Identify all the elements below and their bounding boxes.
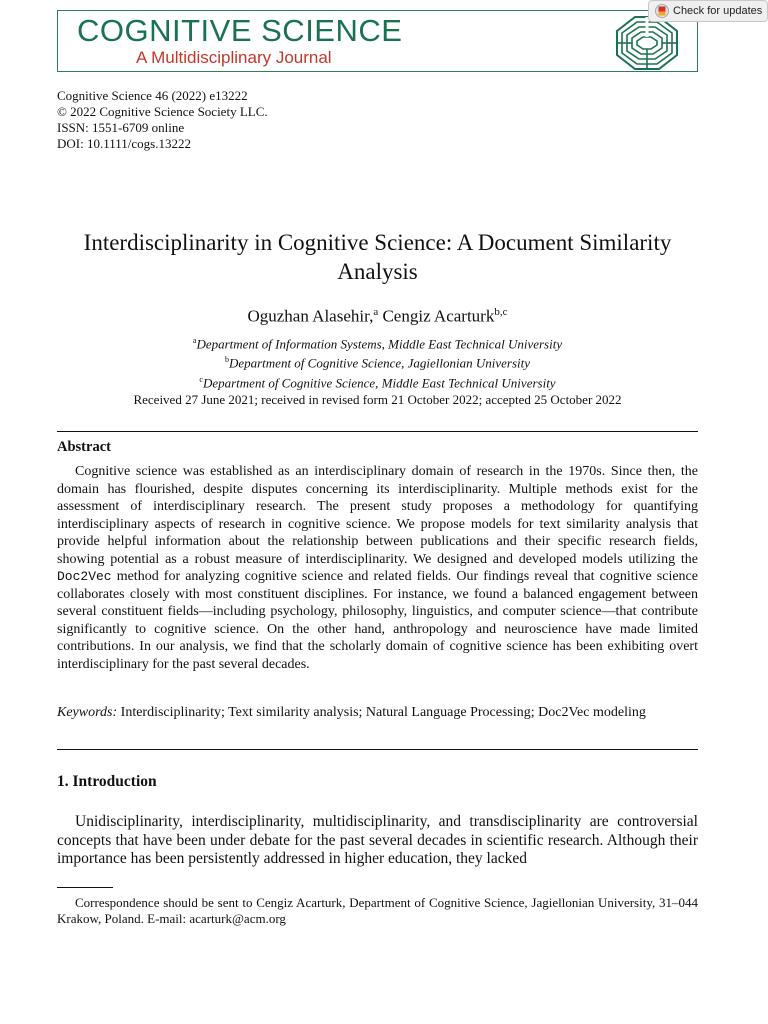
section-body-text: Unidisciplinarity, interdisciplinarity, multidisciplinarity, and transdisciplinarity are controversial concepts that have been under debate for the past several decades in scientific research. Although their importance has been persistently addressed in higher education, they lacked <box>57 813 698 867</box>
abstract-top-rule <box>57 431 698 432</box>
crossmark-icon <box>655 4 669 18</box>
affiliation-marker: c <box>199 374 203 384</box>
journal-banner <box>57 10 698 72</box>
maze-logo-icon <box>615 15 679 71</box>
affiliation <box>57 372 698 391</box>
copyright-line: © 2022 Cognitive Science Society LLC. <box>57 104 268 119</box>
affiliation-marker: a <box>192 336 197 345</box>
paper-title: Interdisciplinarity in Cognitive Science: A Document Similarity Analysis <box>83 230 672 284</box>
issn-line: ISSN: 1551-6709 online <box>57 120 185 135</box>
keywords <box>57 704 698 722</box>
check-for-updates-label: Check for updates <box>673 5 763 17</box>
affiliation-text: Department of Information Systems, Middle East Technical University <box>196 336 563 352</box>
author-name: Cengiz Acarturk <box>382 306 495 326</box>
footnote-rule <box>57 887 113 888</box>
journal-subtitle: A Multidisciplinary Journal <box>136 48 332 67</box>
affiliation-text: Department of Cognitive Science, Middle East Technical University <box>202 374 556 390</box>
author-affiliation-marker: b,c <box>494 306 508 318</box>
section-heading: 1. Introduction <box>57 773 157 790</box>
affiliation-list <box>57 333 698 391</box>
affiliation-text: Department of Cognitive Science, Jagiellonian University <box>228 355 531 371</box>
affiliation-marker: b <box>224 355 229 365</box>
abstract-code-term: Doc2Vec <box>57 569 112 584</box>
keywords-label: Keywords: <box>57 705 118 720</box>
abstract-bottom-rule <box>57 749 698 750</box>
abstract-text <box>57 463 698 673</box>
journal-name: COGNITIVE SCIENCE <box>77 13 403 48</box>
abstract-text-part: method for analyzing cognitive science and related fields. Our findings reveal that cognitive science collaborates closely with most constituent disciplines. For instance, we found a balanced engagement between several constituent fields—including psychology, philosophy, linguistics, and computer science—that contribute significantly to cognitive science. On the other hand, anthropology and neuroscience have made limited contributions. In our analysis, we find that the scholarly domain of cognitive science has been exhibiting overt interdisciplinary for the past several decades. <box>57 569 698 672</box>
affiliation <box>57 333 698 352</box>
received-dates: Received 27 June 2021; received in revised form 21 October 2022; accepted 25 October 2022 <box>133 392 622 407</box>
author-affiliation-marker: a <box>373 306 379 318</box>
affiliation <box>57 352 698 371</box>
doi-line[interactable]: DOI: 10.1111/cogs.13222 <box>57 136 191 151</box>
abstract-text-part: Cognitive science was established as an interdisciplinary domain of research in the 1970s. Since then, the domain has flourished, despite disputes concerning its interdisciplinarity. Multiple methods exist for the assessment of interdisciplinary research. The present study proposes a methodology for quantifying interdisciplinary aspects of research in cognitive science. We propose models for text similarity analysis that provide helpful information about the relationship between publications and their specific research fields, showing potential as a robust measure of interdisciplinarity. We designed and developed models utilizing the <box>57 464 698 567</box>
correspondence-footnote: Correspondence should be sent to Cengiz Acarturk, Department of Cognitive Science, Jagiellonian University, 31–044 Krakow, Poland. E-mail: acarturk@acm.org <box>57 895 698 926</box>
citation-line: Cognitive Science 46 (2022) e13222 <box>57 88 248 103</box>
abstract-heading: Abstract <box>57 439 111 455</box>
author-name: Oguzhan Alasehir, <box>247 306 374 326</box>
check-for-updates-button[interactable] <box>648 0 768 22</box>
publication-meta <box>57 88 268 152</box>
author-list <box>57 301 698 328</box>
keywords-text: Interdisciplinarity; Text similarity analysis; Natural Language Processing; Doc2Vec modeling <box>120 705 646 720</box>
